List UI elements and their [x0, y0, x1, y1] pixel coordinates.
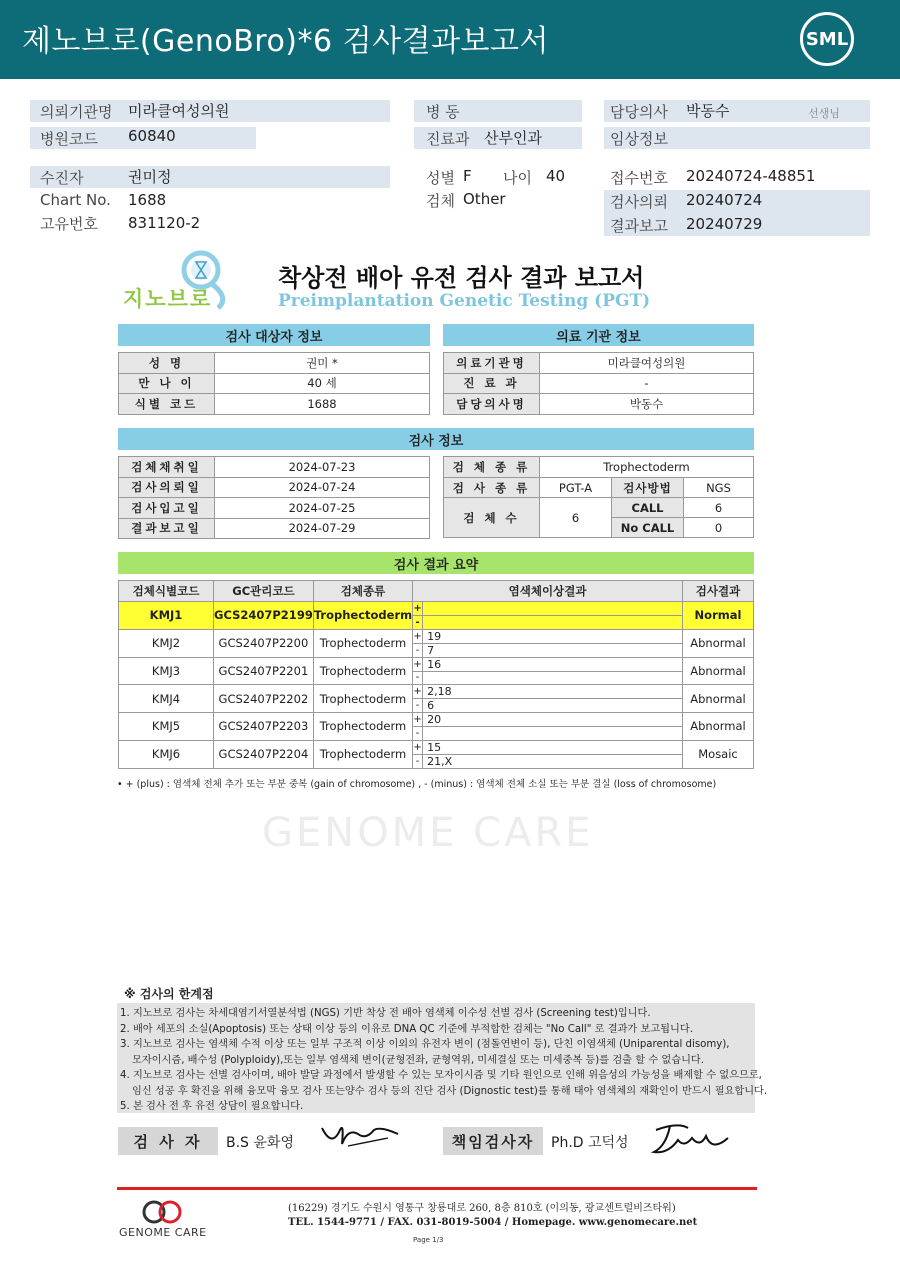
- summary-row: [119, 740, 754, 754]
- gain-chromosomes: 20: [423, 713, 683, 727]
- gain-chromosomes: 2,18: [423, 685, 683, 699]
- sample-id: KMJ1: [119, 602, 214, 630]
- subject-info-label: 만 나 이: [119, 373, 215, 394]
- tester-signature-icon: [318, 1118, 402, 1158]
- plus-sign: +: [413, 602, 422, 614]
- unique-value: 831120-2: [128, 214, 201, 232]
- gc-code: GCS2407P2200: [214, 629, 314, 657]
- specimen-type-value: Trophectoderm: [540, 457, 754, 478]
- top-banner: [0, 0, 900, 79]
- gc-code: GCS2407P2204: [214, 740, 314, 768]
- limitation-line: 1. 지노브로 검사는 차세대염기서열분석법 (NGS) 기반 착상 전 배아 염색체 이수성 선별 검사 (Screening test)입니다.: [120, 1008, 651, 1019]
- test-date-label: 검체채취일: [119, 457, 215, 478]
- department-label: 진료과: [426, 130, 470, 148]
- tester-value: B.S 윤화영: [226, 1135, 294, 1151]
- specimen-value: Other: [463, 190, 506, 208]
- gain-chromosomes: 15: [423, 740, 683, 754]
- sample-id: KMJ5: [119, 713, 214, 741]
- loss-chromosomes: 6: [423, 699, 683, 713]
- test-result: Abnormal: [683, 685, 754, 713]
- subject-info-row: [119, 394, 430, 415]
- institution-info-heading: 의료 기관 정보: [443, 324, 754, 346]
- limitation-line: 4. 지노브로 검사는 선별 검사이며, 배아 발달 과정에서 발생할 수 있는 모자이시즘 및 기타 원인으로 인해 위음성의 가능성을 배제할 수 없으므로,: [120, 1070, 762, 1081]
- report-subtitle: Preimplantation Genetic Testing (PGT): [278, 291, 651, 311]
- sex-value: F: [463, 167, 472, 185]
- test-result: Normal: [683, 602, 754, 630]
- report-date-label: 결과보고: [610, 217, 668, 235]
- gc-code: GCS2407P2199: [214, 602, 314, 630]
- test-type-value: PGT-A: [540, 478, 612, 498]
- specimen-label: 검체: [426, 192, 455, 210]
- doctor-suffix: 선생님: [808, 107, 840, 120]
- genome-care-logo-icon: [140, 1199, 184, 1225]
- limitation-line: 2. 배아 세포의 소실(Apoptosis) 또는 상태 이상 등의 이유로 DNA QC 기준에 부적합한 검체는 "No Call" 로 결과가 보고됩니다.: [120, 1023, 693, 1035]
- minus-sign: -: [413, 643, 423, 657]
- summary-column-header: 염색체이상결과: [413, 581, 683, 602]
- gc-code: GCS2407P2203: [214, 713, 314, 741]
- receipt-value: 20240724-48851: [686, 167, 816, 185]
- institution-info-row: [444, 353, 754, 374]
- sample-id: KMJ6: [119, 740, 214, 768]
- institution-label: 의뢰기관명: [40, 103, 113, 121]
- hospital-code-value: 60840: [128, 127, 176, 145]
- address-line: (16229) 경기도 수원시 영통구 창룡대로 260, 8층 810호 (이의동, 광교센트럴비즈타워): [288, 1203, 676, 1214]
- sample-type: Trophectoderm: [313, 713, 412, 741]
- method-value: NGS: [684, 478, 754, 498]
- genome-care-watermark: GENOME CARE: [262, 810, 594, 856]
- test-result: Abnormal: [683, 657, 754, 685]
- test-type-label: 검 사 종 류: [444, 478, 540, 498]
- test-date-row: [119, 477, 430, 498]
- examinee-row-bg: [30, 166, 390, 188]
- test-result: Abnormal: [683, 629, 754, 657]
- gain-chromosomes: [423, 602, 683, 616]
- summary-row: [119, 685, 754, 699]
- sample-id: KMJ3: [119, 657, 214, 685]
- summary-column-header: GC관리코드: [214, 581, 314, 602]
- limitation-line: 임신 성공 후 확진을 위해 융모막 융모 검사 또는양수 검사 등의 진단 검사 (Dignostic test)를 통해 태아 염색체의 재확인이 반드시 필요합니다.: [132, 1085, 768, 1097]
- minus-sign: -: [413, 699, 423, 713]
- loss-chromosomes: 21,X: [423, 754, 683, 768]
- report-title: 착상전 배아 유전 검사 결과 보고서: [278, 264, 645, 292]
- test-dates-table: [118, 456, 430, 539]
- summary-heading: 검사 결과 요약: [118, 552, 754, 574]
- plus-sign: +: [413, 714, 422, 726]
- gain-chromosomes: 16: [423, 657, 683, 671]
- summary-row: [119, 602, 754, 616]
- chart-label: Chart No.: [40, 191, 111, 209]
- sample-type: Trophectoderm: [313, 657, 412, 685]
- doctor-value: 박동수: [686, 102, 730, 120]
- minus-sign: -: [413, 671, 423, 684]
- sample-type: Trophectoderm: [313, 629, 412, 657]
- plus-sign: +: [413, 658, 422, 670]
- summary-row: [119, 713, 754, 727]
- limitations-title: ※ 검사의 한계점: [124, 987, 214, 1001]
- gc-code: GCS2407P2202: [214, 685, 314, 713]
- age-value: 40: [546, 167, 566, 185]
- receipt-label: 접수번호: [610, 169, 668, 187]
- doctor-label: 담당의사: [610, 103, 668, 121]
- subject-info-heading: 검사 대상자 정보: [118, 324, 430, 346]
- supervisor-value: Ph.D 고덕성: [551, 1135, 629, 1151]
- loss-chromosomes: [423, 727, 683, 740]
- test-date-value: 2024-07-23: [215, 457, 430, 478]
- summary-table: [118, 580, 754, 769]
- institution-info-value: 박동수: [540, 394, 754, 415]
- subject-info-row: [119, 353, 430, 374]
- plus-sign: +: [413, 741, 422, 753]
- summary-row: [119, 629, 754, 643]
- subject-info-value: 권미 *: [215, 353, 430, 374]
- loss-chromosomes: 7: [423, 643, 683, 657]
- institution-info-label: 담당의사명: [444, 394, 540, 415]
- test-date-row: [119, 457, 430, 478]
- summary-note: • + (plus) : 염색체 전체 추가 또는 부분 중복 (gain of chromosome) , - (minus) : 염색체 전체 소실 또는 부분 결실 (loss of chromosome): [117, 779, 717, 790]
- subject-info-table: [118, 352, 430, 415]
- test-date-row: [119, 518, 430, 539]
- minus-sign: -: [413, 615, 423, 629]
- test-date-value: 2024-07-29: [215, 518, 430, 539]
- hospital-code-label: 병원코드: [40, 130, 98, 148]
- request-label: 검사의뢰: [610, 193, 668, 211]
- footer-divider: [117, 1187, 757, 1190]
- loss-chromosomes: [423, 671, 683, 684]
- tester-label: 검 사 자: [118, 1127, 218, 1155]
- summary-column-header: 검체종류: [313, 581, 412, 602]
- call-label: CALL: [612, 498, 684, 518]
- limitation-line: 모자이시즘, 배수성 (Polyploidy),또는 일부 염색체 변이(균형전좌, 균형역위, 미세결실 또는 미세중복 등)를 검출 할 수 없습니다.: [132, 1054, 704, 1066]
- page-title: 제노브로(GenoBro)*6 검사결과보고서: [22, 24, 549, 59]
- count-value: 6: [540, 498, 612, 538]
- department-value: 산부인과: [484, 129, 542, 147]
- minus-sign: -: [413, 727, 423, 740]
- institution-info-table: [443, 352, 754, 415]
- clinical-label: 임상정보: [610, 130, 668, 148]
- test-date-label: 검사의뢰일: [119, 477, 215, 498]
- institution-value: 미라클여성의원: [128, 102, 230, 120]
- chart-value: 1688: [128, 191, 167, 209]
- sample-type: Trophectoderm: [313, 602, 412, 630]
- test-date-row: [119, 498, 430, 519]
- institution-info-label: 의료기관명: [444, 353, 540, 374]
- test-date-label: 결과보고일: [119, 518, 215, 539]
- subject-info-row: [119, 373, 430, 394]
- plus-sign: +: [413, 686, 422, 697]
- gc-code: GCS2407P2201: [214, 657, 314, 685]
- sml-logo: SML: [800, 12, 854, 66]
- institution-info-row: [444, 394, 754, 415]
- specimen-type-label: 검 체 종 류: [444, 457, 540, 478]
- sample-id: KMJ4: [119, 685, 214, 713]
- limitation-line: 5. 본 검사 전 후 유전 상담이 필요합니다.: [120, 1101, 304, 1112]
- institution-info-row: [444, 373, 754, 394]
- summary-row: [119, 657, 754, 671]
- institution-info-value: 미라클여성의원: [540, 353, 754, 374]
- age-label: 나이: [503, 169, 532, 187]
- supervisor-label: 책임검사자: [443, 1127, 543, 1155]
- sample-type: Trophectoderm: [313, 685, 412, 713]
- genome-care-logo-text: GENOME CARE: [119, 1226, 207, 1239]
- page-number: Page 1/3: [413, 1236, 444, 1244]
- test-date-value: 2024-07-24: [215, 477, 430, 498]
- footer-address: [288, 1202, 697, 1230]
- call-value: 6: [684, 498, 754, 518]
- loss-chromosomes: [423, 615, 683, 629]
- test-date-label: 검사입고일: [119, 498, 215, 519]
- plus-sign: +: [413, 630, 422, 642]
- subject-info-value: 40 세: [215, 373, 430, 394]
- minus-sign: -: [413, 754, 423, 768]
- test-specimen-table: [443, 456, 754, 538]
- sex-label: 성별: [426, 169, 455, 187]
- summary-column-header: 검사결과: [683, 581, 754, 602]
- nocall-label: No CALL: [612, 518, 684, 538]
- limitation-line: 3. 지노브로 검사는 염색체 수적 이상 또는 일부 구조적 이상 이외의 유전자 변이 (점돌연변이 등), 단친 이염색체 (Uniparental disomy),: [120, 1039, 730, 1050]
- sample-id: KMJ2: [119, 629, 214, 657]
- report-date-value: 20240729: [686, 215, 763, 233]
- sample-type: Trophectoderm: [313, 740, 412, 768]
- method-label: 검사방법: [612, 478, 684, 498]
- institution-info-value: -: [540, 373, 754, 394]
- institution-info-label: 진 료 과: [444, 373, 540, 394]
- subject-info-label: 식별 코드: [119, 394, 215, 415]
- test-info-heading: 검사 정보: [118, 428, 754, 450]
- unique-label: 고유번호: [40, 215, 98, 233]
- subject-info-value: 1688: [215, 394, 430, 415]
- genobro-logo-text: 지노브로: [123, 287, 213, 311]
- test-result: Mosaic: [683, 740, 754, 768]
- limitations-box: [117, 1003, 768, 1113]
- contact-line: TEL. 1544-9771 / FAX. 031-8019-5004 / Homepage. www.genomecare.net: [288, 1217, 698, 1228]
- ward-label: 병 동: [426, 103, 460, 121]
- examinee-value: 권미정: [128, 168, 172, 186]
- summary-column-header: 검체식별코드: [119, 581, 214, 602]
- test-result: Abnormal: [683, 713, 754, 741]
- gain-chromosomes: 19: [423, 629, 683, 643]
- subject-info-label: 성 명: [119, 353, 215, 374]
- request-value: 20240724: [686, 191, 763, 209]
- supervisor-signature-icon: [648, 1118, 732, 1158]
- examinee-label: 수진자: [40, 169, 84, 187]
- test-date-value: 2024-07-25: [215, 498, 430, 519]
- nocall-value: 0: [684, 518, 754, 538]
- count-label: 검 체 수: [444, 498, 540, 538]
